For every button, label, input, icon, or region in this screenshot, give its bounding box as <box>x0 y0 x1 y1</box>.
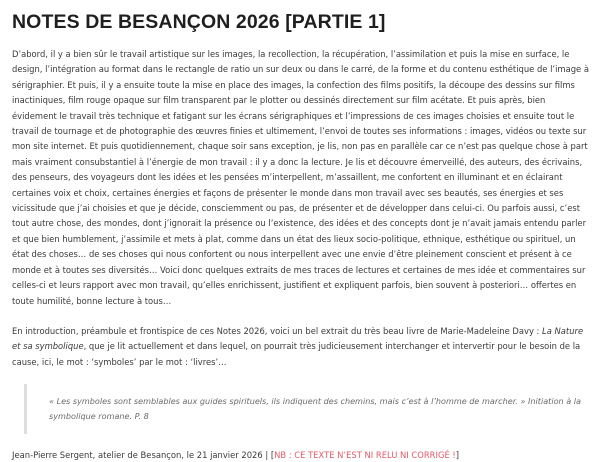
paragraph-intro: D’abord, il y a bien sûr le travail artistique sur les images, la recollection, la récupération, l’assimilation et puis la mise en surface, le design, l’intégration au format dans le rectangle de ratio un sur deux ou dans le carré, de la forme et du contenu esthétique de l’image à sérigraphier. Et puis, il y a ensuite toute la mise en place des images, la confection des films positifs, la découpe des dessins sur films inactiniques, film rouge opaque sur film transparent par le plotter ou dessinés directement sur film acétate. Et puis après, bien évidement le travail très technique et fatigant sur les écrans sérigraphiques et l’impressions de ces images choisies et ensuite tout le travail de tournage et de photographie des œuvres finies et ultimement, l’envoi de toutes ses informations : images, vidéos ou texte sur mon site internet. Et puis quotidiennement, chaque soir sans exception, je lis, non pas en parallèle car ce n’est pas quelque chose à part mais vraiment consubstantiel à l’énergie de mon travail : il y a donc la lecture. Je lis et découvre émerveillé, des auteurs, des écrivains, des penseurs, des voyageurs dont les idées et les pensées m’interpellent, m’assaillent, me confortent en illuminant et en éclairant certaines voix et choix, certaines énergies et façons de présenter le monde dans mon travail avec ses beautés, ses énergies et ses vicissitude que j’ai choisies et que je décide, consciemment ou pas, de présenter et de développer dans celui-ci. Ou parfois aussi, c’est tout autre chose, des mondes, dont j’ignorait la présence ou l’existence, des idées et des concepts dont je n’avait jamais entendu parler et que bien humblement, j’assimile et mets à plat, comme dans un état des lieux socio-politique, ethnique, esthétique ou spirituel, un état des choses… de ses choses qui nous confortent ou nous interpellent avec une envie d’être pleinement conscient et présent à ce monde et à toutes ses diversités… Voici donc quelques extraits de mes traces de lectures et certaines de mes idée et commentaires sur celles-ci et leurs rapport avec mon travail, qu’elles enrichissent, justifient et expliquent parfois, bien souvent à posteriori… offertes en toute humilité, bonne lecture à tous… <box>12 49 589 306</box>
article <box>12 0 590 462</box>
page-title: NOTES DE BESANÇON 2026 [PARTIE 1] <box>12 11 386 33</box>
paragraph-text-before: En introduction, préambule et frontispice de ces Notes 2026, voici un bel extrait du très beau livre de Marie-Madeleine Davy : <box>12 325 543 336</box>
paragraph-introduction-book <box>12 324 590 370</box>
separator-open: | [ <box>262 449 275 460</box>
nb-notice: NB : CE TEXTE N’EST NI RELU NI CORRIGÉ ! <box>274 449 456 460</box>
separator-close: ] <box>455 449 460 460</box>
blockquote: « Les symboles sont semblables aux guides spirituels, ils indiquent des chemins, mais c’est à l’homme de marcher. » Initiation à la symbolique romane. P. 8 <box>24 384 593 434</box>
paragraph-text-after: , que je lit actuellement et dans lequel, on pourrait très judicieusement interchanger et intervertir pour le besoin de la cause, ici, le mot : ‘symboles’ par le mot : ‘livres’… <box>12 341 581 367</box>
book-title: La Nature et sa symbolique <box>12 325 584 352</box>
signature: Jean-Pierre Sergent, atelier de Besançon, le 21 janvier 2026 <box>12 449 263 460</box>
footer-signature-line <box>12 448 590 462</box>
